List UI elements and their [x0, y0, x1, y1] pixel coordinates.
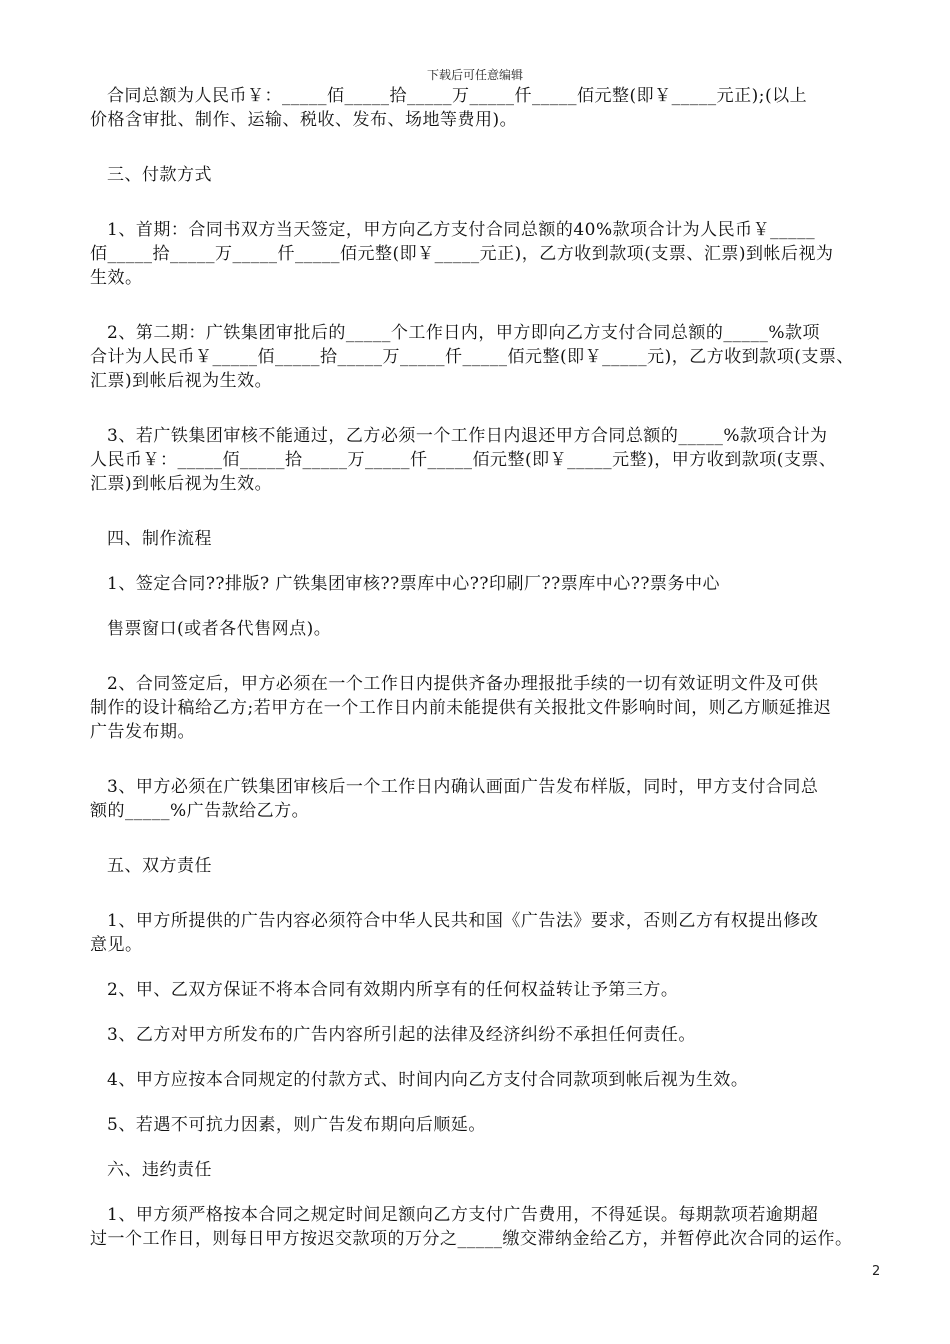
paragraph — [107, 1023, 897, 1047]
text-line: 意见。 — [90, 935, 143, 955]
paragraph — [90, 84, 897, 132]
section-heading — [107, 527, 897, 551]
text-line: 佰_____拾_____万_____仟_____佰元整(即￥_____元正)，乙方收到款项(支票、汇票)到帐后视为 — [90, 244, 834, 264]
paragraph — [107, 572, 897, 596]
text-line: 过一个工作日，则每日甲方按迟交款项的万分之_____缴交滞纳金给乙方，并暂停此次合同的运作。 — [90, 1229, 853, 1249]
text-line: 2、甲、乙双方保证不将本合同有效期内所享有的任何权益转让予第三方。 — [107, 980, 679, 1000]
text-line: 汇票)到帐后视为生效。 — [90, 371, 273, 391]
text-line: 广告发布期。 — [90, 722, 195, 742]
text-line: 售票窗口(或者各代售网点)。 — [107, 619, 332, 639]
paragraph — [107, 1113, 897, 1137]
paragraph — [90, 775, 897, 823]
document-body — [90, 84, 897, 1251]
page-number: 2 — [872, 1264, 881, 1279]
section-heading — [107, 854, 897, 878]
text-line: 五、双方责任 — [107, 856, 212, 876]
text-line: 人民币￥：_____佰_____拾_____万_____仟_____佰元整(即￥_____元整)，甲方收到款项(支票、 — [90, 450, 837, 470]
text-line: 三、付款方式 — [107, 165, 212, 185]
paragraph — [90, 218, 897, 290]
text-line: 合同总额为人民币￥：_____佰_____拾_____万_____仟_____佰元整(即￥_____元正);(以上 — [107, 86, 808, 106]
text-line: 3、甲方必须在广铁集团审核后一个工作日内确认画面广告发布样版，同时，甲方支付合同总 — [107, 777, 819, 797]
text-line: 制作的设计稿给乙方;若甲方在一个工作日内前未能提供有关报批文件影响时间，则乙方顺延推迟 — [90, 698, 832, 718]
text-line: 1、甲方所提供的广告内容必须符合中华人民共和国《广告法》要求，否则乙方有权提出修改 — [107, 911, 819, 931]
paragraph — [90, 1203, 897, 1251]
paragraph — [90, 909, 897, 957]
text-line: 5、若遇不可抗力因素，则广告发布期向后顺延。 — [107, 1115, 486, 1135]
text-line: 2、第二期：广铁集团审批后的_____个工作日内，甲方即向乙方支付合同总额的_____%款项 — [107, 323, 820, 343]
text-line: 价格含审批、制作、运输、税收、发布、场地等费用)。 — [90, 110, 518, 130]
paragraph — [90, 321, 897, 393]
text-line: 3、乙方对甲方所发布的广告内容所引起的法律及经济纠纷不承担任何责任。 — [107, 1025, 696, 1045]
paragraph — [107, 1068, 897, 1092]
text-line: 汇票)到帐后视为生效。 — [90, 474, 273, 494]
paragraph — [107, 617, 897, 641]
paragraph — [90, 672, 897, 744]
text-line: 生效。 — [90, 268, 143, 288]
text-line: 六、违约责任 — [107, 1160, 212, 1180]
text-line: 四、制作流程 — [107, 529, 212, 549]
section-heading — [107, 1158, 897, 1182]
text-line: 4、甲方应按本合同规定的付款方式、时间内向乙方支付合同款项到帐后视为生效。 — [107, 1070, 749, 1090]
paragraph — [90, 424, 897, 496]
paragraph — [107, 978, 897, 1002]
text-line: 合计为人民币￥_____佰_____拾_____万_____仟_____佰元整(即￥_____元)，乙方收到款项(支票、 — [90, 347, 854, 367]
text-line: 2、合同签定后，甲方必须在一个工作日内提供齐备办理报批手续的一切有效证明文件及可供 — [107, 674, 819, 694]
text-line: 3、若广铁集团审核不能通过，乙方必须一个工作日内退还甲方合同总额的_____%款项合计为 — [107, 426, 828, 446]
text-line: 1、首期：合同书双方当天签定，甲方向乙方支付合同总额的40%款项合计为人民币￥_____ — [107, 220, 816, 240]
text-line: 1、甲方须严格按本合同之规定时间足额向乙方支付广告费用，不得延误。每期款项若逾期超 — [107, 1205, 819, 1225]
section-heading — [107, 163, 897, 187]
text-line: 额的_____%广告款给乙方。 — [90, 801, 310, 821]
header-note: 下载后可任意编辑 — [426, 68, 523, 82]
text-line: 1、签定合同??排版? 广铁集团审核??票库中心??印刷厂??票库中心??票务中心 — [107, 574, 720, 594]
